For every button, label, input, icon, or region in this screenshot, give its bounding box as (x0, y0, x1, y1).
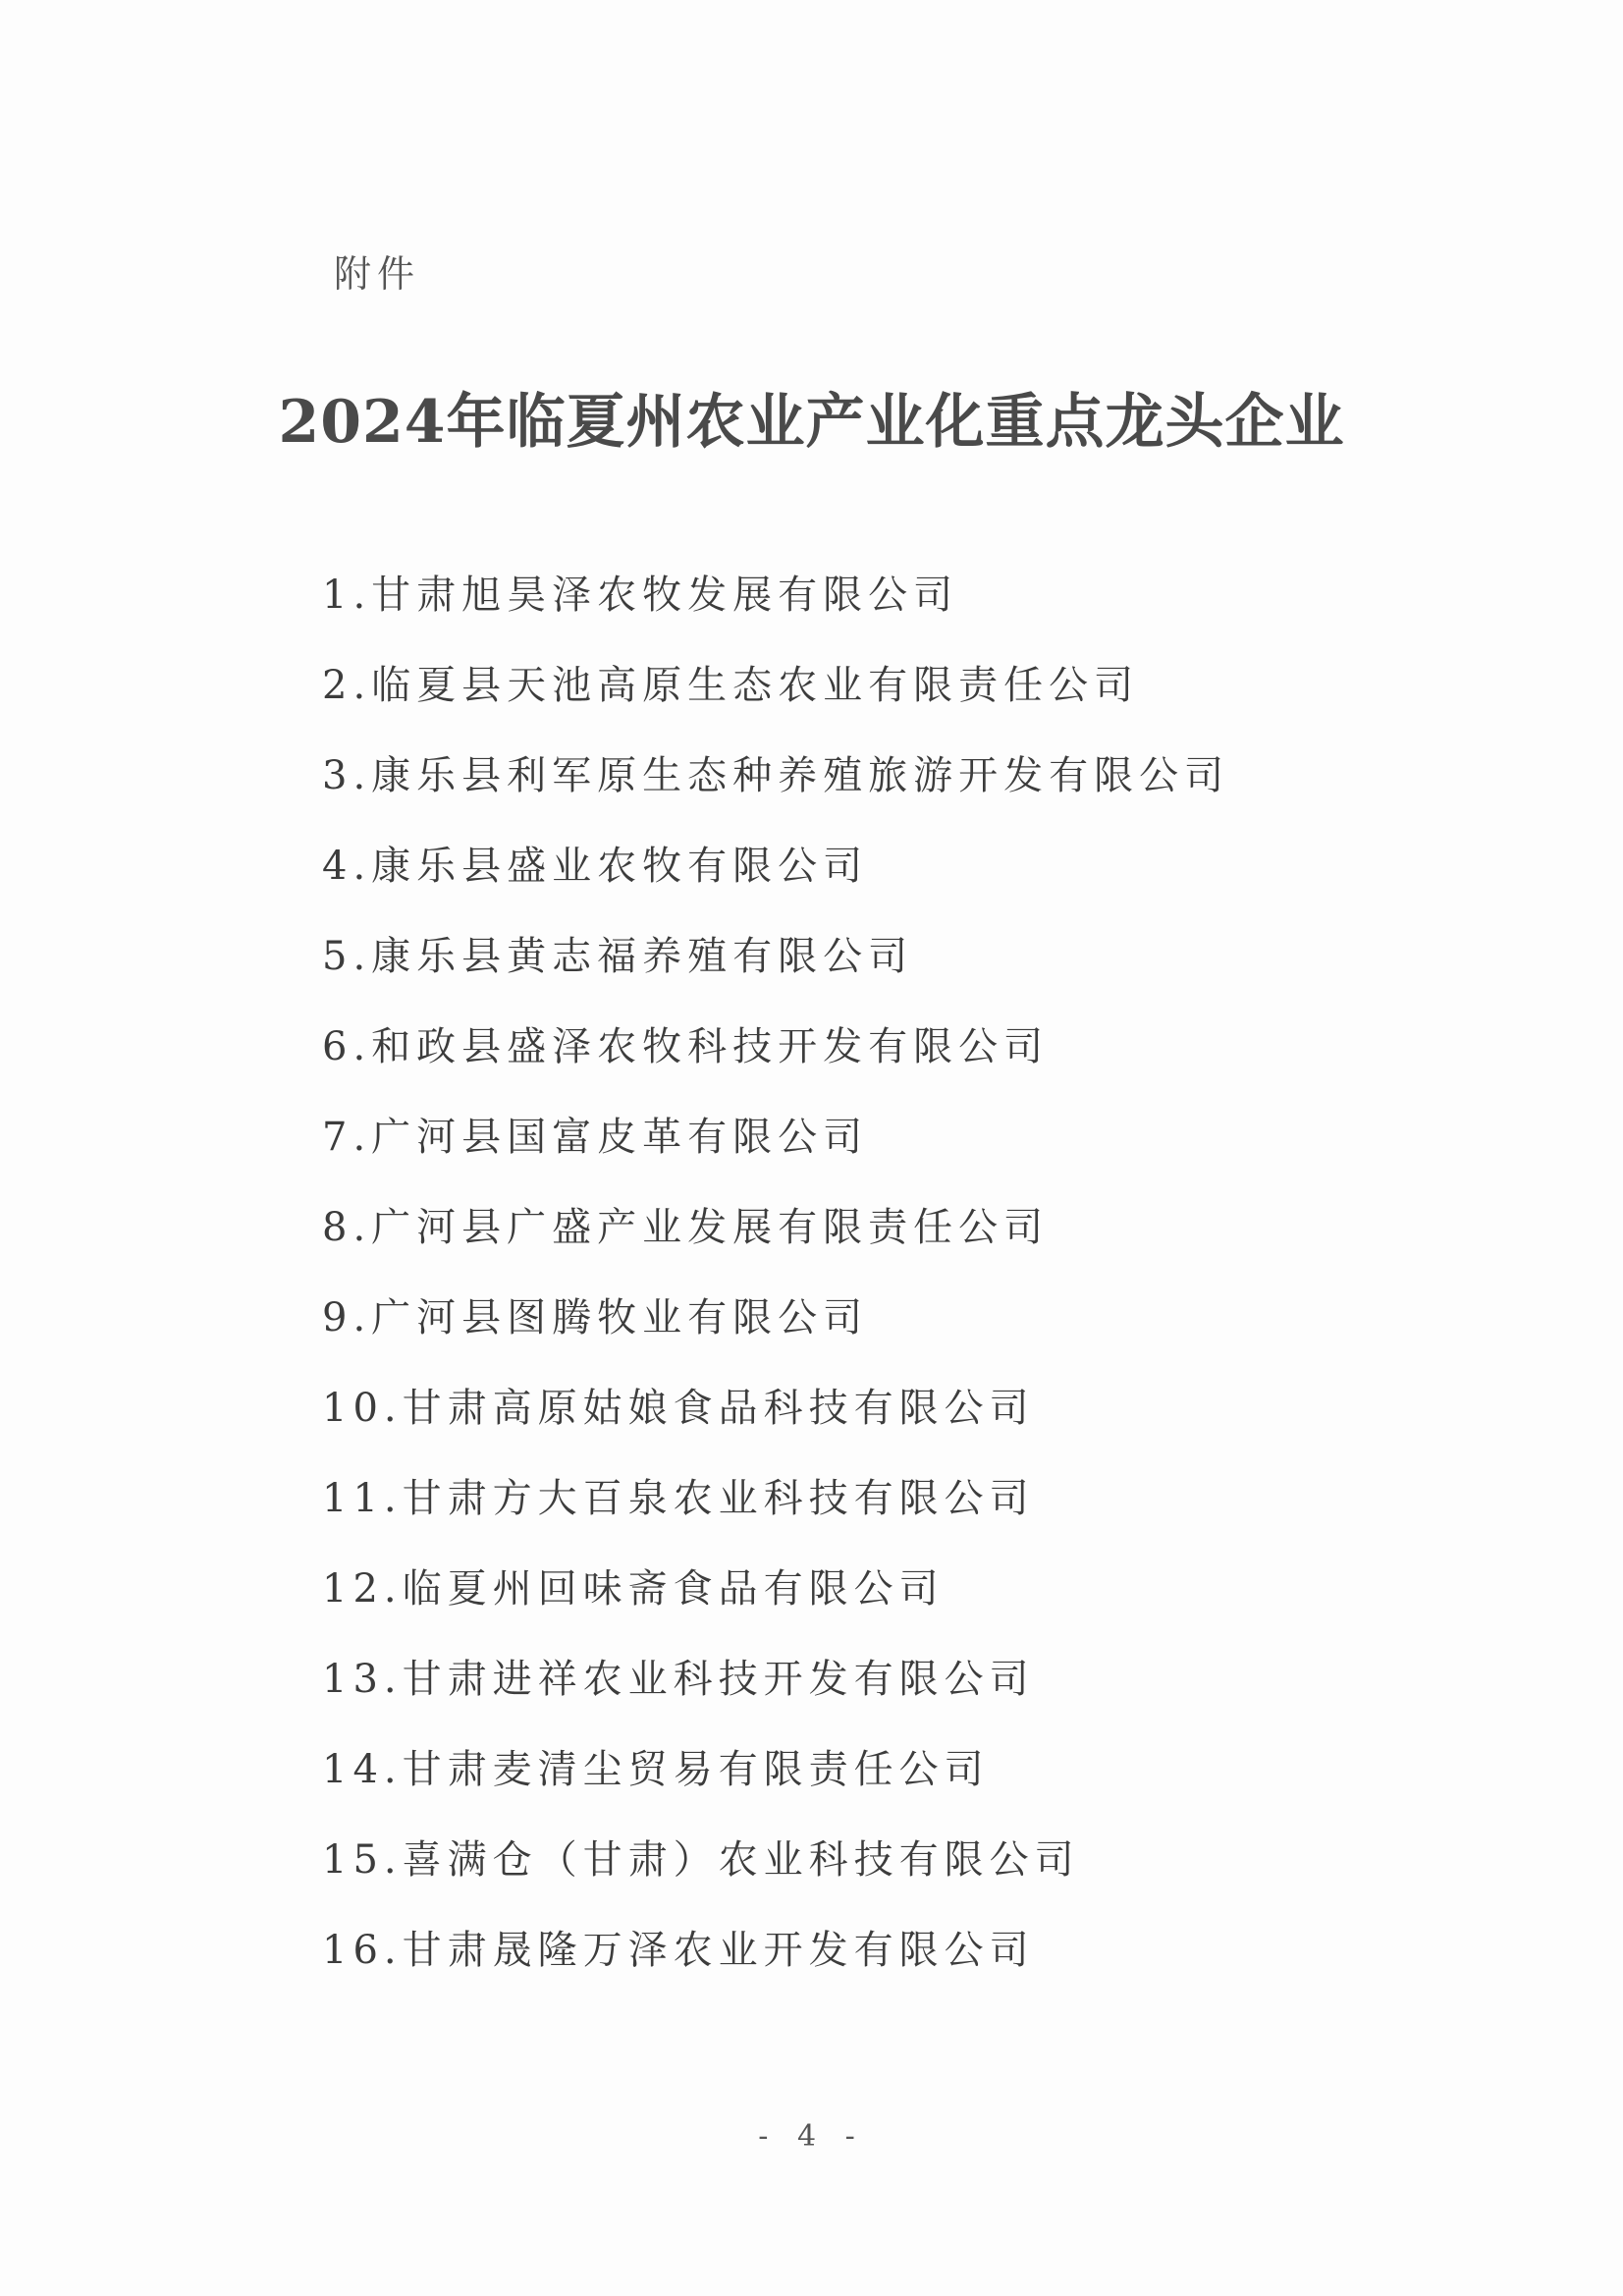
list-item: 3.康乐县利军原生态种养殖旅游开发有限公司 (322, 753, 1230, 798)
list-item: 14.甘肃麦清尘贸易有限责任公司 (322, 1747, 990, 1792)
list-item: 7.广河县国富皮革有限公司 (322, 1115, 869, 1160)
list-item: 13.甘肃进祥农业科技开发有限公司 (322, 1657, 1035, 1702)
list-item: 12.临夏州回味斋食品有限公司 (322, 1566, 945, 1612)
list-item: 6.和政县盛泽农牧科技开发有限公司 (322, 1024, 1050, 1069)
list-item: 15.喜满仓（甘肃）农业科技有限公司 (322, 1837, 1080, 1883)
list-item: 4.康乐县盛业农牧有限公司 (322, 844, 869, 889)
page-number: - 4 - (758, 2119, 865, 2154)
document-title: 2024年临夏州农业产业化重点龙头企业 (278, 388, 1345, 457)
list-item: 1.甘肃旭昊泽农牧发展有限公司 (322, 573, 959, 618)
list-item: 5.康乐县黄志福养殖有限公司 (322, 934, 914, 979)
list-item: 9.广河县图腾牧业有限公司 (322, 1295, 869, 1340)
company-list (322, 570, 1229, 2015)
list-item: 11.甘肃方大百泉农业科技有限公司 (322, 1476, 1035, 1521)
list-item: 10.甘肃高原姑娘食品科技有限公司 (322, 1386, 1035, 1431)
list-item: 16.甘肃晟隆万泽农业开发有限公司 (322, 1928, 1035, 1973)
list-item: 8.广河县广盛产业发展有限责任公司 (322, 1205, 1050, 1250)
list-item: 2.临夏县天池高原生态农业有限责任公司 (322, 663, 1140, 708)
attachment-label: 附件 (334, 252, 421, 296)
